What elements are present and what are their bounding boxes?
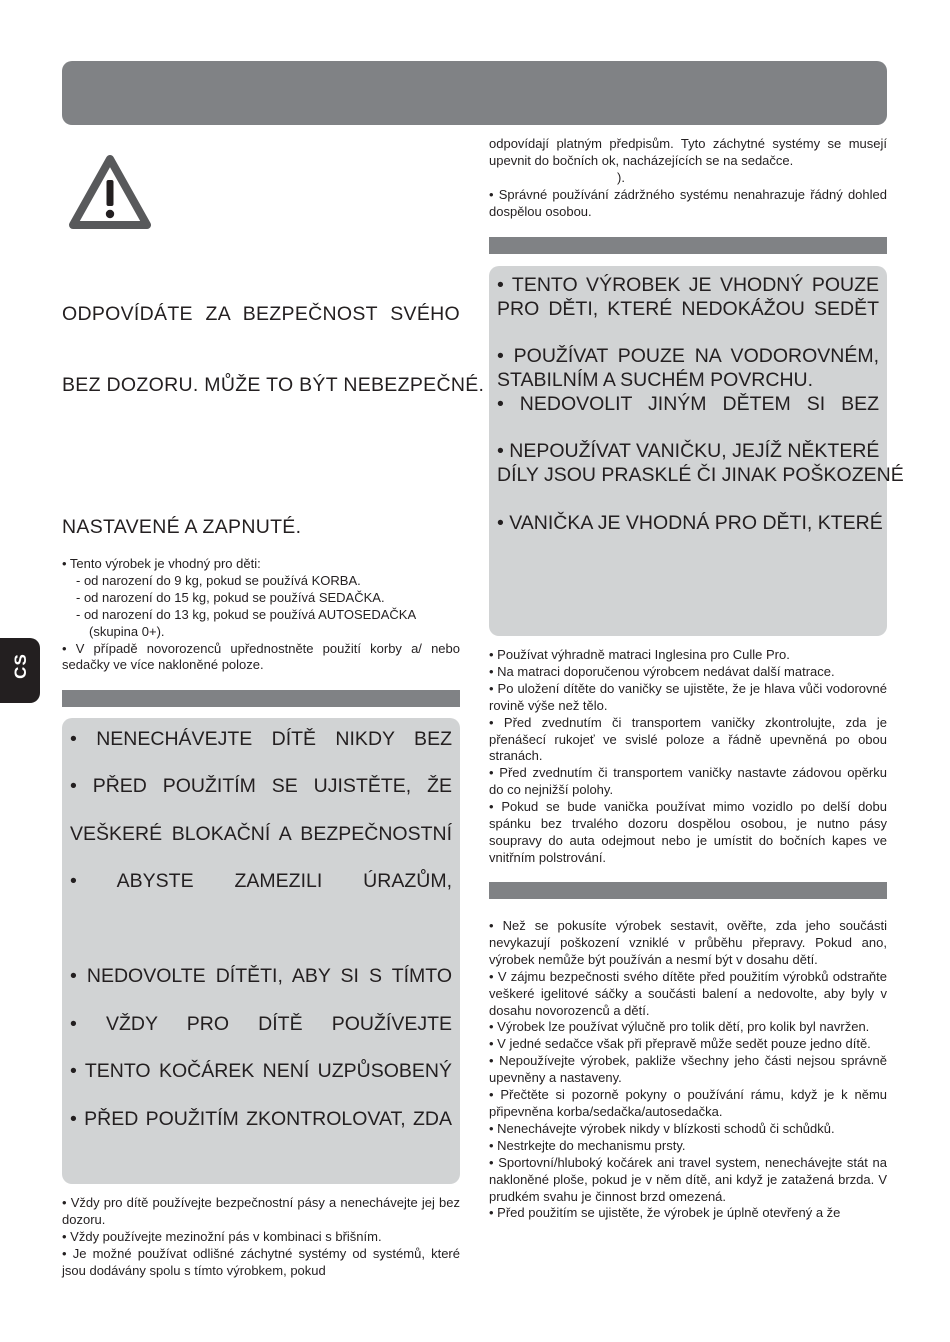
carrycot-line: STABILNÍM A SUCHÉM POVRCHU. xyxy=(497,369,814,391)
header-bar xyxy=(62,61,887,125)
language-tab xyxy=(0,638,40,703)
section-bar xyxy=(489,237,887,254)
general-paragraph: • Před použitím se ujistěte, že výrobek je úplně otevřený a že xyxy=(489,1205,841,1221)
newborn-note: • V případě novorozenců upřednostněte použití korby a/ nebo sedačky ve více nakloněné poloze. xyxy=(62,640,460,673)
warning-line: • PŘED POUŽITÍM ZKONTROLOVAT, ZDA xyxy=(70,1108,452,1130)
general-paragraph: • V jedné sedačce však při přepravě může sedět pouze jedno dítě. xyxy=(489,1036,871,1052)
carrycot-line: • POUŽÍVAT POUZE NA VODOROVNÉM, xyxy=(497,345,879,367)
section-bar xyxy=(489,882,887,899)
carrycot-line: DÍLY JSOU PRASKLÉ ČI JINAK POŠKOZENÉ xyxy=(497,464,904,486)
suitability-item: - od narození do 13 kg, pokud se používá AUTOSEDAČKA xyxy=(76,606,417,622)
continued-paragraph: odpovídají platným předpisům. Tyto záchytné systémy se musejí upevnit do bočních ok, nacházejících se na sedačce. xyxy=(489,136,887,168)
general-text xyxy=(489,918,887,1222)
belt-paragraph: • Je možné používat odlišné záchytné systémy od systémů, které jsou dodávány spolu s tímto výrobkem, pokud xyxy=(62,1245,460,1278)
carrycot-paragraph: • Po uložení dítěte do vaničky se ujistěte, že je hlava vůči vodorovné rovině výše než tělo. xyxy=(489,680,887,713)
adjusted-line: NASTAVENÉ A ZAPNUTÉ. xyxy=(62,516,302,538)
carrycot-paragraph: • Pokud se bude vanička používat mimo vozidlo po delší dobu spánku bez trvalého dozoru dospělou osobou, je nutno pásy soupravy do auta odejmout nebo je umístit do bočních kapes ve vnitřním polstrování. xyxy=(489,799,887,865)
warning-line: • PŘED POUŽITÍM SE UJISTĚTE, ŽE xyxy=(70,775,452,797)
general-paragraph: • V zájmu bezpečnosti svého dítěte před použitím výrobků odstraňte veškeré igelitové sáčky a součásti balení a nedovolte, aby byly v dosahu novorozenců a dětí. xyxy=(489,968,887,1018)
general-paragraph: • Nepoužívejte výrobek, pakliže všechny jeho části nejsou správně upevněny a nastaveny. xyxy=(489,1053,887,1086)
warning-line: • VŽDY PRO DÍTĚ POUŽÍVEJTE xyxy=(70,1013,452,1035)
carrycot-text xyxy=(489,647,887,867)
continued-text xyxy=(489,136,887,221)
carrycot-paragraph: • Na matraci doporučenou výrobcem nedávat další matrace. xyxy=(489,663,835,679)
suitability-item: - od narození do 15 kg, pokud se používá SEDAČKA. xyxy=(76,589,385,605)
carrycot-line: • NEPOUŽÍVAT VANIČKU, JEJÍŽ NĚKTERÉ xyxy=(497,440,880,462)
warning-line: • TENTO KOČÁREK NENÍ UZPŮSOBENÝ xyxy=(70,1060,452,1082)
general-paragraph: • Výrobek lze používat výlučně pro tolik dětí, pro kolik byl navržen. xyxy=(489,1019,870,1035)
carrycot-warning-box xyxy=(489,266,904,636)
general-paragraph: • Nenechávejte výrobek nikdy v blízkosti schodů či schůdků. xyxy=(489,1120,835,1136)
continued-paragraph: ). xyxy=(617,169,625,185)
carrycot-line: • TENTO VÝROBEK JE VHODNÝ POUZE xyxy=(497,274,879,296)
general-paragraph: • Než se pokusíte výrobek sestavit, ověřte, zda jeho součásti nevykazují poškození vzniklé v průběhu přepravy. Pokud ano, výrobek nemůže být používán a nesmí být v dosahu dětí. xyxy=(489,918,887,967)
continued-paragraph: • Správné používání zádržného systému nenahrazuje řádný dohled dospělou osobou. xyxy=(489,186,887,219)
warning-box xyxy=(62,718,460,1184)
general-paragraph: • Sportovní/hluboký kočárek ani travel system, nenechávejte stát na nakloněné ploše, pokud je v něm dítě, ani když je zatažená brzda. V prudkém svahu je činnost brzd omezená. xyxy=(489,1154,887,1204)
carrycot-line: • VANIČKA JE VHODNÁ PRO DĚTI, KTERÉ xyxy=(497,512,883,534)
suitability-text xyxy=(62,556,460,674)
general-paragraph: • Přečtěte si pozorně pokyny o používání rámu, když je k němu připevněna korba/sedačka/autosedačka. xyxy=(489,1087,887,1119)
warning-line: • NEDOVOLTE DÍTĚTI, ABY SI S TÍMTO xyxy=(70,965,452,987)
belt-paragraph: • Vždy pro dítě používejte bezpečnostní pásy a nenechávejte jej bez dozoru. xyxy=(62,1195,460,1227)
carrycot-paragraph: • Před zvednutím či transportem vaničky nastavte zádovou opěrku do co nejnižší polohy. xyxy=(489,765,887,798)
unattended-line: BEZ DOZORU. MŮŽE TO BÝT NEBEZPEČNÉ. xyxy=(62,374,485,396)
carrycot-paragraph: • Používat výhradně matraci Inglesina pro Culle Pro. xyxy=(489,647,790,662)
warning-line: • NENECHÁVEJTE DÍTĚ NIKDY BEZ xyxy=(70,728,452,750)
belt-text xyxy=(62,1195,460,1280)
general-paragraph: • Nestrkejte do mechanismu prsty. xyxy=(489,1137,686,1153)
suitability-item: - od narození do 9 kg, pokud se používá KORBA. xyxy=(76,572,361,588)
warning-line: VEŠKERÉ BLOKAČNÍ A BEZPEČNOSTNÍ xyxy=(70,823,452,845)
carrycot-line: • NEDOVOLIT JINÝM DĚTEM SI BEZ xyxy=(497,393,879,415)
suitability-intro: • Tento výrobek je vhodný pro děti: xyxy=(62,556,261,571)
carrycot-line: PRO DĚTI, KTERÉ NEDOKÁŽOU SEDĚT xyxy=(497,298,879,320)
carrycot-paragraph: • Před zvednutím či transportem vaničky zkontrolujte, zda je přenášecí rukojeť ve svislé poloze a řádně upevněná po obou stranách. xyxy=(489,714,887,764)
section-bar xyxy=(62,690,460,707)
suitability-item: (skupina 0+). xyxy=(89,623,165,639)
warning-triangle-icon xyxy=(67,153,153,231)
responsibility-line: ODPOVÍDÁTE ZA BEZPEČNOST SVÉHO xyxy=(62,303,460,325)
language-tab-label: CS xyxy=(11,653,30,679)
belt-paragraph: • Vždy používejte mezinožní pás v kombinaci s břišním. xyxy=(62,1228,382,1244)
warning-line: • ABYSTE ZAMEZILI ÚRAZŮM, xyxy=(70,870,452,892)
